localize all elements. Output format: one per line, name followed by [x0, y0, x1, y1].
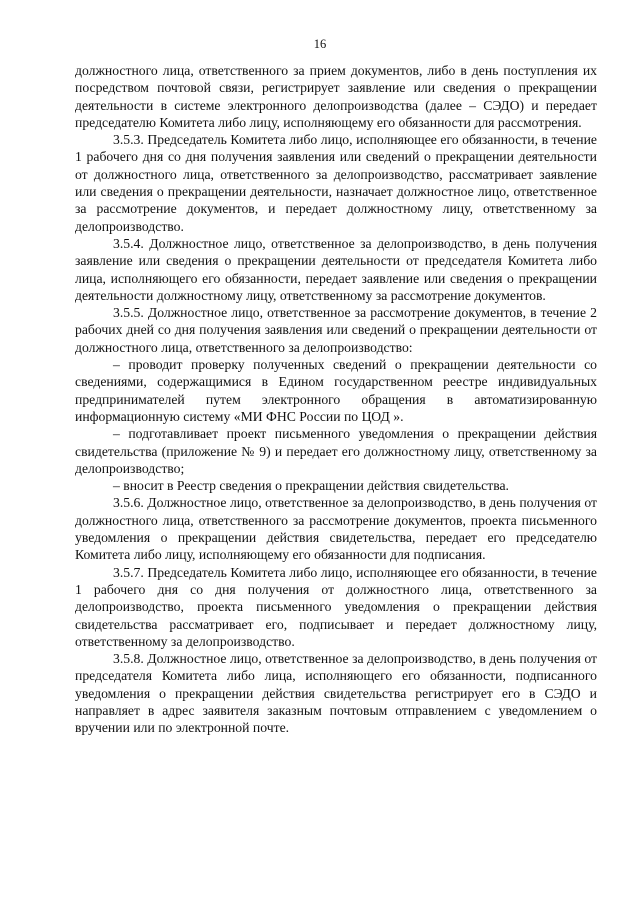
paragraph-3-5-8: 3.5.8. Должностное лицо, ответственное за делопроизводство, в день получения от председателя Комитета либо лица, исполняющего его обязанности, подписанного уведомления о прекращении действия свидетельства регистрирует его в СЭДО и направляет в адрес заявителя заказным почтовым отправлением с уведомлением о вручении или по электронной почте.: [75, 651, 597, 736]
paragraph-3-5-3: 3.5.3. Председатель Комитета либо лицо, исполняющее его обязанности, в течение 1 рабочего дня со дня получения заявления или сведений о прекращении деятельности от должностного лица, ответственного за делопроизводство, рассматривает заявление или сведения о прекращении деятельности, назначает должностное лицо, ответственное за рассмотрение документов, и передает должностному лицу, ответственному за делопроизводство.: [75, 132, 597, 234]
paragraph-3-5-4: 3.5.4. Должностное лицо, ответственное за делопроизводство, в день получения заявление или сведения о прекращении деятельности от председателя Комитета либо лица, исполняющего его обязанности, передает заявление или сведения о прекращении деятельности должностному лицу, ответственному за рассмотрение документов.: [75, 235, 597, 303]
paragraph-3-5-7: 3.5.7. Председатель Комитета либо лицо, исполняющее его обязанности, в течение 1 рабочего дня со дня получения от должностного лица, ответственного за делопроизводство, проекта письменного уведомления о прекращении действия свидетельства рассматривает его, подписывает и передает должностному лицу, ответственному за делопроизводство.: [75, 564, 597, 649]
document-body: [75, 62, 597, 737]
paragraph-3-5-6: 3.5.6. Должностное лицо, ответственное за делопроизводство, в день получения от должностного лица, ответственного за рассмотрение документов, проекта письменного уведомления о прекращении действия свидетельства, передает его председателю Комитета либо лицу, исполняющему его обязанности для подписания.: [75, 495, 597, 563]
page-number: 16: [313, 37, 327, 51]
paragraph-continuation: должностного лица, ответственного за прием документов, либо в день поступления их посредством почтовой связи, регистрирует заявление или сведения о прекращении деятельности в системе электронного делопроизводства (далее – СЭДО) и передает председателю Комитета либо лицу, исполняющему его обязанности для рассмотрения.: [75, 63, 597, 130]
paragraph-3-5-5: 3.5.5. Должностное лицо, ответственное за рассмотрение документов, в течение 2 рабочих дней со дня получения заявления или сведений о прекращении деятельности от должностного лица, ответственного за делопроизводство:: [75, 305, 597, 355]
list-item-prepare: – подготавливает проект письменного уведомления о прекращении действия свидетельства (приложение № 9) и передает его должностному лицу, ответственному за делопроизводство;: [75, 426, 597, 476]
list-item-register: – вносит в Реестр сведения о прекращении действия свидетельства.: [113, 478, 509, 494]
list-item-verify: – проводит проверку полученных сведений о прекращении деятельности со сведениями, содержащимися в Едином государственном реестре индивидуальных предпринимателей путем электронного обращения в автоматизированную информационную систему «МИ ФНС России по ЦОД ».: [75, 357, 597, 424]
